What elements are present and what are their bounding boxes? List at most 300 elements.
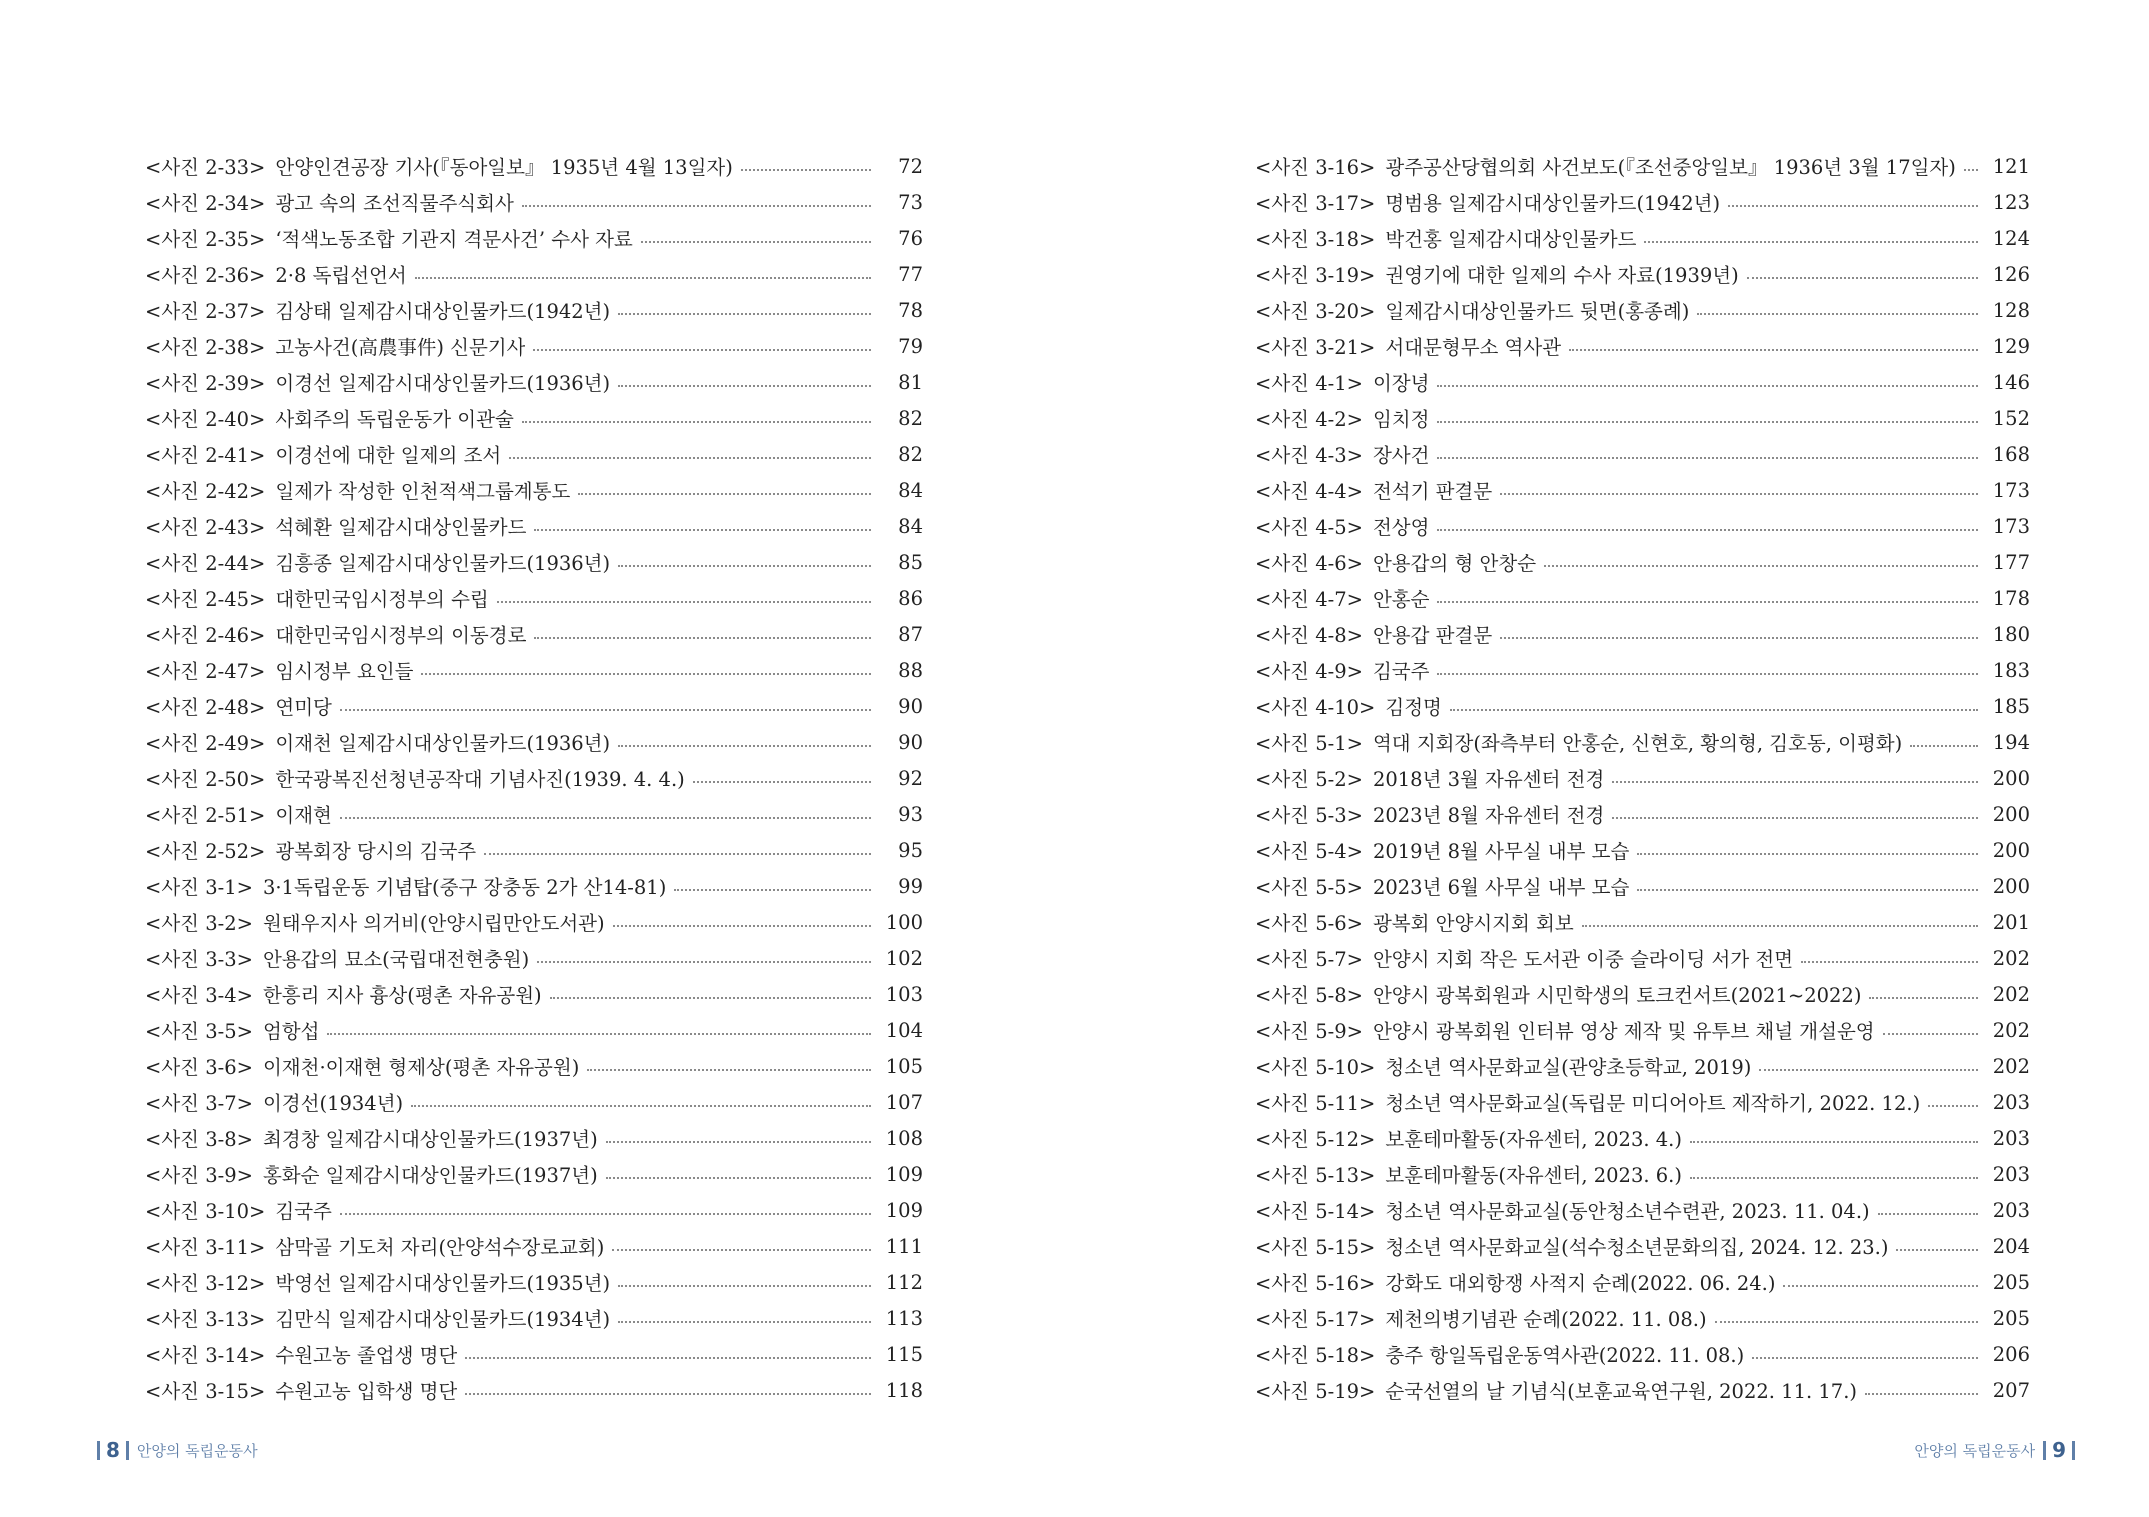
page-ref: 200 bbox=[1992, 802, 2030, 826]
dot-leader bbox=[674, 889, 871, 891]
toc-entry bbox=[145, 1012, 923, 1048]
toc-entry bbox=[1255, 832, 2030, 868]
page-ref: 152 bbox=[1992, 406, 2030, 430]
dot-leader bbox=[1878, 1213, 1978, 1215]
photo-caption: 광주공산당협의회 사건보도(『조선중앙일보』 1936년 3월 17일자) bbox=[1385, 156, 1956, 179]
photo-number: <사진 2-51> bbox=[145, 804, 266, 827]
photo-caption: 광고 속의 조선직물주식회사 bbox=[275, 192, 514, 215]
photo-number: <사진 3-10> bbox=[145, 1200, 266, 1223]
dot-leader bbox=[693, 781, 871, 783]
photo-caption: 권영기에 대한 일제의 수사 자료(1939년) bbox=[1385, 264, 1739, 287]
photo-caption: 2019년 8월 사무실 내부 모습 bbox=[1372, 840, 1630, 863]
photo-number: <사진 2-33> bbox=[145, 156, 266, 179]
page-ref: 107 bbox=[885, 1090, 923, 1114]
photo-number: <사진 2-44> bbox=[145, 552, 266, 575]
page-ref: 72 bbox=[898, 154, 923, 178]
dot-leader bbox=[537, 961, 871, 963]
dot-leader bbox=[415, 277, 871, 279]
dot-leader bbox=[1644, 241, 1978, 243]
page-ref: 202 bbox=[1992, 1054, 2030, 1078]
page-ref: 129 bbox=[1992, 334, 2030, 358]
footer-divider bbox=[2072, 1441, 2075, 1460]
toc-entry bbox=[145, 760, 923, 796]
page-ref: 183 bbox=[1992, 658, 2030, 682]
page-ref: 128 bbox=[1992, 298, 2030, 322]
page-ref: 109 bbox=[885, 1162, 923, 1186]
toc-entry bbox=[1255, 1156, 2030, 1192]
page-ref: 202 bbox=[1992, 1018, 2030, 1042]
dot-leader bbox=[1437, 673, 1978, 675]
page-ref: 84 bbox=[898, 514, 923, 538]
photo-caption: 충주 항일독립운동역사관(2022. 11. 08.) bbox=[1385, 1344, 1745, 1367]
photo-caption: 안용갑의 묘소(국립대전현충원) bbox=[262, 948, 530, 971]
page-ref: 90 bbox=[898, 694, 923, 718]
toc-entry bbox=[145, 220, 923, 256]
photo-number: <사진 3-19> bbox=[1255, 264, 1376, 287]
toc-entry bbox=[1255, 1048, 2030, 1084]
photo-index-list bbox=[1255, 148, 2030, 1408]
page-ref: 123 bbox=[1992, 190, 2030, 214]
photo-caption: 제천의병기념관 순례(2022. 11. 08.) bbox=[1385, 1308, 1707, 1331]
photo-caption: 안용갑 판결문 bbox=[1372, 624, 1493, 647]
photo-caption: 청소년 역사문화교실(동안청소년수련관, 2023. 11. 04.) bbox=[1385, 1200, 1870, 1223]
photo-number: <사진 2-43> bbox=[145, 516, 266, 539]
photo-number: <사진 2-38> bbox=[145, 336, 266, 359]
dot-leader bbox=[1612, 781, 1978, 783]
page-footer bbox=[1906, 1438, 2075, 1462]
photo-number: <사진 5-18> bbox=[1255, 1344, 1376, 1367]
page-ref: 203 bbox=[1992, 1198, 2030, 1222]
page-ref: 109 bbox=[885, 1198, 923, 1222]
page-ref: 90 bbox=[898, 730, 923, 754]
photo-number: <사진 5-3> bbox=[1255, 804, 1363, 827]
photo-number: <사진 4-5> bbox=[1255, 516, 1363, 539]
page-ref: 73 bbox=[898, 190, 923, 214]
photo-caption: 사회주의 독립운동가 이관술 bbox=[275, 408, 514, 431]
photo-caption: 청소년 역사문화교실(독립문 미디어아트 제작하기, 2022. 12.) bbox=[1385, 1092, 1921, 1115]
toc-entry bbox=[145, 508, 923, 544]
dot-leader bbox=[484, 853, 871, 855]
dot-leader bbox=[1450, 709, 1978, 711]
photo-caption: 김상태 일제감시대상인물카드(1942년) bbox=[275, 300, 611, 323]
dot-leader bbox=[1783, 1285, 1978, 1287]
photo-number: <사진 2-34> bbox=[145, 192, 266, 215]
page-ref: 112 bbox=[885, 1270, 923, 1294]
toc-entry bbox=[145, 256, 923, 292]
dot-leader bbox=[497, 601, 871, 603]
dot-leader bbox=[1896, 1249, 1978, 1251]
toc-entry bbox=[145, 688, 923, 724]
photo-caption: 안양시 지회 작은 도서관 이중 슬라이딩 서가 전면 bbox=[1372, 948, 1794, 971]
photo-caption: 박영선 일제감시대상인물카드(1935년) bbox=[275, 1272, 611, 1295]
photo-caption: 최경창 일제감시대상인물카드(1937년) bbox=[262, 1128, 598, 1151]
page-number: 8 bbox=[106, 1438, 120, 1462]
photo-caption: 한흥리 지사 흉상(평촌 자유공원) bbox=[262, 984, 542, 1007]
photo-number: <사진 3-20> bbox=[1255, 300, 1376, 323]
page-ref: 84 bbox=[898, 478, 923, 502]
dot-leader bbox=[533, 349, 871, 351]
photo-caption: 이경선에 대한 일제의 조서 bbox=[275, 444, 502, 467]
page-ref: 78 bbox=[898, 298, 923, 322]
photo-caption: 장사건 bbox=[1372, 444, 1430, 467]
photo-caption: 홍화순 일제감시대상인물카드(1937년) bbox=[262, 1164, 598, 1187]
dot-leader bbox=[1637, 889, 1978, 891]
photo-number: <사진 5-7> bbox=[1255, 948, 1363, 971]
photo-number: <사진 2-35> bbox=[145, 228, 266, 251]
dot-leader bbox=[1690, 1141, 1978, 1143]
dot-leader bbox=[618, 1321, 871, 1323]
dot-leader bbox=[1759, 1069, 1978, 1071]
photo-number: <사진 3-7> bbox=[145, 1092, 253, 1115]
toc-entry bbox=[1255, 1084, 2030, 1120]
photo-caption: 안양인견공장 기사(『동아일보』 1935년 4월 13일자) bbox=[275, 156, 733, 179]
photo-caption: 광복회 안양시지회 회보 bbox=[1372, 912, 1574, 935]
photo-number: <사진 4-7> bbox=[1255, 588, 1363, 611]
photo-caption: 김정명 bbox=[1385, 696, 1442, 719]
toc-entry bbox=[145, 1372, 923, 1408]
photo-caption: 이장녕 bbox=[1372, 372, 1430, 395]
toc-entry bbox=[145, 1264, 923, 1300]
dot-leader bbox=[1500, 637, 1978, 639]
toc-entry bbox=[1255, 940, 2030, 976]
dot-leader bbox=[1715, 1321, 1978, 1323]
photo-caption: 이경선 일제감시대상인물카드(1936년) bbox=[275, 372, 611, 395]
dot-leader bbox=[613, 925, 871, 927]
photo-number: <사진 5-16> bbox=[1255, 1272, 1376, 1295]
photo-number: <사진 5-4> bbox=[1255, 840, 1363, 863]
toc-entry bbox=[1255, 580, 2030, 616]
page-ref: 102 bbox=[885, 946, 923, 970]
photo-caption: 일제감시대상인물카드 뒷면(홍종례) bbox=[1385, 300, 1690, 323]
photo-caption: 이재천 일제감시대상인물카드(1936년) bbox=[275, 732, 611, 755]
page-ref: 185 bbox=[1992, 694, 2030, 718]
toc-entry bbox=[145, 868, 923, 904]
photo-number: <사진 3-15> bbox=[145, 1380, 266, 1403]
photo-caption: 삼막골 기도처 자리(안양석수장로교회) bbox=[275, 1236, 605, 1259]
dot-leader bbox=[550, 997, 871, 999]
dot-leader bbox=[618, 565, 871, 567]
dot-leader bbox=[1883, 1033, 1978, 1035]
toc-entry bbox=[145, 976, 923, 1012]
page-ref: 200 bbox=[1992, 874, 2030, 898]
dot-leader bbox=[618, 745, 871, 747]
page-ref: 178 bbox=[1992, 586, 2030, 610]
dot-leader bbox=[522, 205, 871, 207]
page-ref: 146 bbox=[1992, 370, 2030, 394]
photo-number: <사진 2-49> bbox=[145, 732, 266, 755]
photo-number: <사진 5-11> bbox=[1255, 1092, 1376, 1115]
dot-leader bbox=[587, 1069, 871, 1071]
photo-number: <사진 3-13> bbox=[145, 1308, 266, 1331]
toc-entry bbox=[145, 436, 923, 472]
toc-entry bbox=[1255, 976, 2030, 1012]
dot-leader bbox=[465, 1393, 871, 1395]
page-ref: 207 bbox=[1992, 1378, 2030, 1402]
photo-number: <사진 5-9> bbox=[1255, 1020, 1363, 1043]
toc-entry bbox=[1255, 688, 2030, 724]
toc-entry bbox=[1255, 1228, 2030, 1264]
photo-number: <사진 3-2> bbox=[145, 912, 253, 935]
photo-caption: 3·1독립운동 기념탑(중구 장충동 2가 산14-81) bbox=[262, 876, 667, 899]
toc-entry bbox=[145, 1228, 923, 1264]
photo-caption: 광복회장 당시의 김국주 bbox=[275, 840, 477, 863]
photo-number: <사진 5-19> bbox=[1255, 1380, 1376, 1403]
dot-leader bbox=[1728, 205, 1978, 207]
book-title: 안양의 독립운동사 bbox=[1914, 1441, 2036, 1460]
page-ref: 92 bbox=[898, 766, 923, 790]
photo-caption: 전상영 bbox=[1372, 516, 1430, 539]
page-ref: 202 bbox=[1992, 982, 2030, 1006]
photo-number: <사진 4-3> bbox=[1255, 444, 1363, 467]
page-ref: 100 bbox=[885, 910, 923, 934]
page-ref: 104 bbox=[885, 1018, 923, 1042]
photo-caption: 고농사건(高農事件) 신문기사 bbox=[275, 336, 526, 359]
page-ref: 121 bbox=[1992, 154, 2030, 178]
photo-number: <사진 3-18> bbox=[1255, 228, 1376, 251]
photo-caption: 강화도 대외항쟁 사적지 순례(2022. 06. 24.) bbox=[1385, 1272, 1776, 1295]
photo-caption: 2023년 8월 자유센터 전경 bbox=[1372, 804, 1605, 827]
photo-number: <사진 5-12> bbox=[1255, 1128, 1376, 1151]
toc-entry bbox=[145, 148, 923, 184]
page-ref: 204 bbox=[1992, 1234, 2030, 1258]
photo-caption: 임시정부 요인들 bbox=[275, 660, 414, 683]
book-title: 안양의 독립운동사 bbox=[136, 1441, 258, 1460]
page-ref: 81 bbox=[898, 370, 923, 394]
toc-entry bbox=[145, 724, 923, 760]
dot-leader bbox=[1437, 421, 1978, 423]
photo-number: <사진 2-36> bbox=[145, 264, 266, 287]
toc-entry bbox=[145, 400, 923, 436]
dot-leader bbox=[618, 1285, 871, 1287]
photo-number: <사진 3-11> bbox=[145, 1236, 266, 1259]
toc-entry bbox=[145, 328, 923, 364]
toc-entry bbox=[1255, 904, 2030, 940]
photo-caption: 수원고농 졸업생 명단 bbox=[275, 1344, 458, 1367]
dot-leader bbox=[421, 673, 871, 675]
page-ref: 95 bbox=[898, 838, 923, 862]
dot-leader bbox=[1752, 1357, 1978, 1359]
photo-index-list bbox=[145, 148, 923, 1408]
toc-entry bbox=[1255, 1192, 2030, 1228]
dot-leader bbox=[1582, 925, 1978, 927]
page-ref: 180 bbox=[1992, 622, 2030, 646]
photo-caption: 이재현 bbox=[275, 804, 332, 827]
photo-number: <사진 4-4> bbox=[1255, 480, 1363, 503]
photo-number: <사진 5-8> bbox=[1255, 984, 1363, 1007]
dot-leader bbox=[1747, 277, 1978, 279]
dot-leader bbox=[534, 529, 871, 531]
photo-caption: 2023년 6월 사무실 내부 모습 bbox=[1372, 876, 1630, 899]
dot-leader bbox=[340, 817, 871, 819]
page-ref: 82 bbox=[898, 442, 923, 466]
page-ref: 111 bbox=[885, 1234, 923, 1258]
photo-number: <사진 3-21> bbox=[1255, 336, 1376, 359]
page-ref: 205 bbox=[1992, 1270, 2030, 1294]
photo-caption: 김국주 bbox=[275, 1200, 332, 1223]
photo-caption: 연미당 bbox=[275, 696, 332, 719]
photo-number: <사진 4-6> bbox=[1255, 552, 1363, 575]
toc-entry bbox=[145, 580, 923, 616]
photo-caption: 수원고농 입학생 명단 bbox=[275, 1380, 458, 1403]
page-ref: 200 bbox=[1992, 766, 2030, 790]
photo-caption: 석혜환 일제감시대상인물카드 bbox=[275, 516, 527, 539]
dot-leader bbox=[618, 313, 871, 315]
dot-leader bbox=[606, 1141, 871, 1143]
photo-caption: 2018년 3월 자유센터 전경 bbox=[1372, 768, 1605, 791]
photo-number: <사진 5-17> bbox=[1255, 1308, 1376, 1331]
toc-entry bbox=[1255, 436, 2030, 472]
page-ref: 194 bbox=[1992, 730, 2030, 754]
photo-caption: 청소년 역사문화교실(관양초등학교, 2019) bbox=[1385, 1056, 1752, 1079]
dot-leader bbox=[641, 241, 871, 243]
photo-number: <사진 3-3> bbox=[145, 948, 253, 971]
toc-entry bbox=[1255, 1264, 2030, 1300]
page-ref: 77 bbox=[898, 262, 923, 286]
photo-caption: 박건홍 일제감시대상인물카드 bbox=[1385, 228, 1637, 251]
photo-number: <사진 3-16> bbox=[1255, 156, 1376, 179]
photo-caption: 김만식 일제감시대상인물카드(1934년) bbox=[275, 1308, 611, 1331]
photo-caption: 안용갑의 형 안창순 bbox=[1372, 552, 1537, 575]
dot-leader bbox=[612, 1249, 871, 1251]
photo-number: <사진 2-50> bbox=[145, 768, 266, 791]
dot-leader bbox=[1697, 313, 1978, 315]
photo-caption: 한국광복진선청년공작대 기념사진(1939. 4. 4.) bbox=[275, 768, 685, 791]
dot-leader bbox=[1437, 529, 1978, 531]
photo-number: <사진 5-15> bbox=[1255, 1236, 1376, 1259]
page-ref: 173 bbox=[1992, 478, 2030, 502]
toc-entry bbox=[1255, 148, 2030, 184]
photo-number: <사진 4-10> bbox=[1255, 696, 1376, 719]
dot-leader bbox=[1569, 349, 1978, 351]
dot-leader bbox=[578, 493, 871, 495]
left-page bbox=[0, 0, 1074, 1517]
dot-leader bbox=[509, 457, 871, 459]
toc-entry bbox=[145, 1336, 923, 1372]
photo-caption: 이재천·이재현 형제상(평촌 자유공원) bbox=[262, 1056, 580, 1079]
photo-number: <사진 3-17> bbox=[1255, 192, 1376, 215]
photo-caption: 역대 지회장(좌측부터 안홍순, 신현호, 황의형, 김호동, 이평화) bbox=[1372, 732, 1903, 755]
dot-leader bbox=[1437, 457, 1978, 459]
photo-number: <사진 5-14> bbox=[1255, 1200, 1376, 1223]
dot-leader bbox=[606, 1177, 871, 1179]
toc-entry bbox=[145, 1084, 923, 1120]
photo-caption: 엄항섭 bbox=[262, 1020, 320, 1043]
photo-caption: 김국주 bbox=[1372, 660, 1430, 683]
page-ref: 200 bbox=[1992, 838, 2030, 862]
photo-caption: 서대문형무소 역사관 bbox=[1385, 336, 1562, 359]
photo-number: <사진 3-12> bbox=[145, 1272, 266, 1295]
photo-caption: 순국선열의 날 기념식(보훈교육연구원, 2022. 11. 17.) bbox=[1385, 1380, 1858, 1403]
toc-entry bbox=[1255, 724, 2030, 760]
toc-entry bbox=[145, 796, 923, 832]
toc-entry bbox=[145, 1120, 923, 1156]
toc-entry bbox=[145, 940, 923, 976]
page-ref: 93 bbox=[898, 802, 923, 826]
photo-caption: 청소년 역사문화교실(석수청소년문화의집, 2024. 12. 23.) bbox=[1385, 1236, 1889, 1259]
dot-leader bbox=[327, 1033, 871, 1035]
page-ref: 76 bbox=[898, 226, 923, 250]
photo-caption: 대한민국임시정부의 수립 bbox=[275, 588, 489, 611]
toc-entry bbox=[1255, 364, 2030, 400]
dot-leader bbox=[1865, 1393, 1978, 1395]
photo-number: <사진 2-39> bbox=[145, 372, 266, 395]
page-ref: 124 bbox=[1992, 226, 2030, 250]
photo-number: <사진 2-48> bbox=[145, 696, 266, 719]
photo-number: <사진 3-5> bbox=[145, 1020, 253, 1043]
toc-entry bbox=[1255, 868, 2030, 904]
dot-leader bbox=[1437, 601, 1978, 603]
photo-caption: 전석기 판결문 bbox=[1372, 480, 1493, 503]
page-ref: 203 bbox=[1992, 1090, 2030, 1114]
footer-divider bbox=[126, 1441, 129, 1460]
page-ref: 168 bbox=[1992, 442, 2030, 466]
photo-number: <사진 4-2> bbox=[1255, 408, 1363, 431]
dot-leader bbox=[1500, 493, 1978, 495]
toc-entry bbox=[145, 544, 923, 580]
toc-entry bbox=[145, 1156, 923, 1192]
toc-entry bbox=[1255, 220, 2030, 256]
toc-entry bbox=[145, 652, 923, 688]
footer-divider bbox=[2043, 1441, 2046, 1460]
toc-entry bbox=[1255, 796, 2030, 832]
photo-caption: ‘적색노동조합 기관지 격문사건’ 수사 자료 bbox=[275, 228, 633, 251]
photo-number: <사진 2-52> bbox=[145, 840, 266, 863]
toc-entry bbox=[1255, 508, 2030, 544]
photo-number: <사진 2-47> bbox=[145, 660, 266, 683]
photo-number: <사진 3-6> bbox=[145, 1056, 253, 1079]
toc-entry bbox=[1255, 1300, 2030, 1336]
dot-leader bbox=[411, 1105, 871, 1107]
photo-number: <사진 2-40> bbox=[145, 408, 266, 431]
toc-entry bbox=[1255, 400, 2030, 436]
photo-caption: 김흥종 일제감시대상인물카드(1936년) bbox=[275, 552, 611, 575]
page-ref: 86 bbox=[898, 586, 923, 610]
photo-caption: 보훈테마활동(자유센터, 2023. 6.) bbox=[1385, 1164, 1682, 1187]
page-ref: 105 bbox=[885, 1054, 923, 1078]
toc-entry bbox=[145, 292, 923, 328]
page-ref: 205 bbox=[1992, 1306, 2030, 1330]
photo-number: <사진 3-8> bbox=[145, 1128, 253, 1151]
dot-leader bbox=[1928, 1105, 1978, 1107]
photo-caption: 보훈테마활동(자유센터, 2023. 4.) bbox=[1385, 1128, 1682, 1151]
toc-entry bbox=[1255, 184, 2030, 220]
photo-number: <사진 5-2> bbox=[1255, 768, 1363, 791]
toc-entry bbox=[1255, 1012, 2030, 1048]
photo-caption: 일제가 작성한 인천적색그룹계통도 bbox=[275, 480, 571, 503]
photo-number: <사진 2-37> bbox=[145, 300, 266, 323]
page-ref: 103 bbox=[885, 982, 923, 1006]
photo-number: <사진 3-1> bbox=[145, 876, 253, 899]
photo-number: <사진 5-5> bbox=[1255, 876, 1363, 899]
page-ref: 203 bbox=[1992, 1126, 2030, 1150]
toc-entry bbox=[145, 184, 923, 220]
toc-entry bbox=[1255, 1372, 2030, 1408]
photo-caption: 대한민국임시정부의 이동경로 bbox=[275, 624, 527, 647]
dot-leader bbox=[465, 1357, 871, 1359]
photo-number: <사진 4-8> bbox=[1255, 624, 1363, 647]
photo-caption: 안홍순 bbox=[1372, 588, 1430, 611]
photo-number: <사진 4-1> bbox=[1255, 372, 1363, 395]
toc-entry bbox=[1255, 760, 2030, 796]
dot-leader bbox=[340, 1213, 871, 1215]
toc-entry bbox=[1255, 652, 2030, 688]
toc-entry bbox=[145, 1300, 923, 1336]
page-number: 9 bbox=[2052, 1438, 2066, 1462]
toc-entry bbox=[145, 832, 923, 868]
photo-number: <사진 3-9> bbox=[145, 1164, 253, 1187]
dot-leader bbox=[1910, 745, 1978, 747]
page-ref: 82 bbox=[898, 406, 923, 430]
